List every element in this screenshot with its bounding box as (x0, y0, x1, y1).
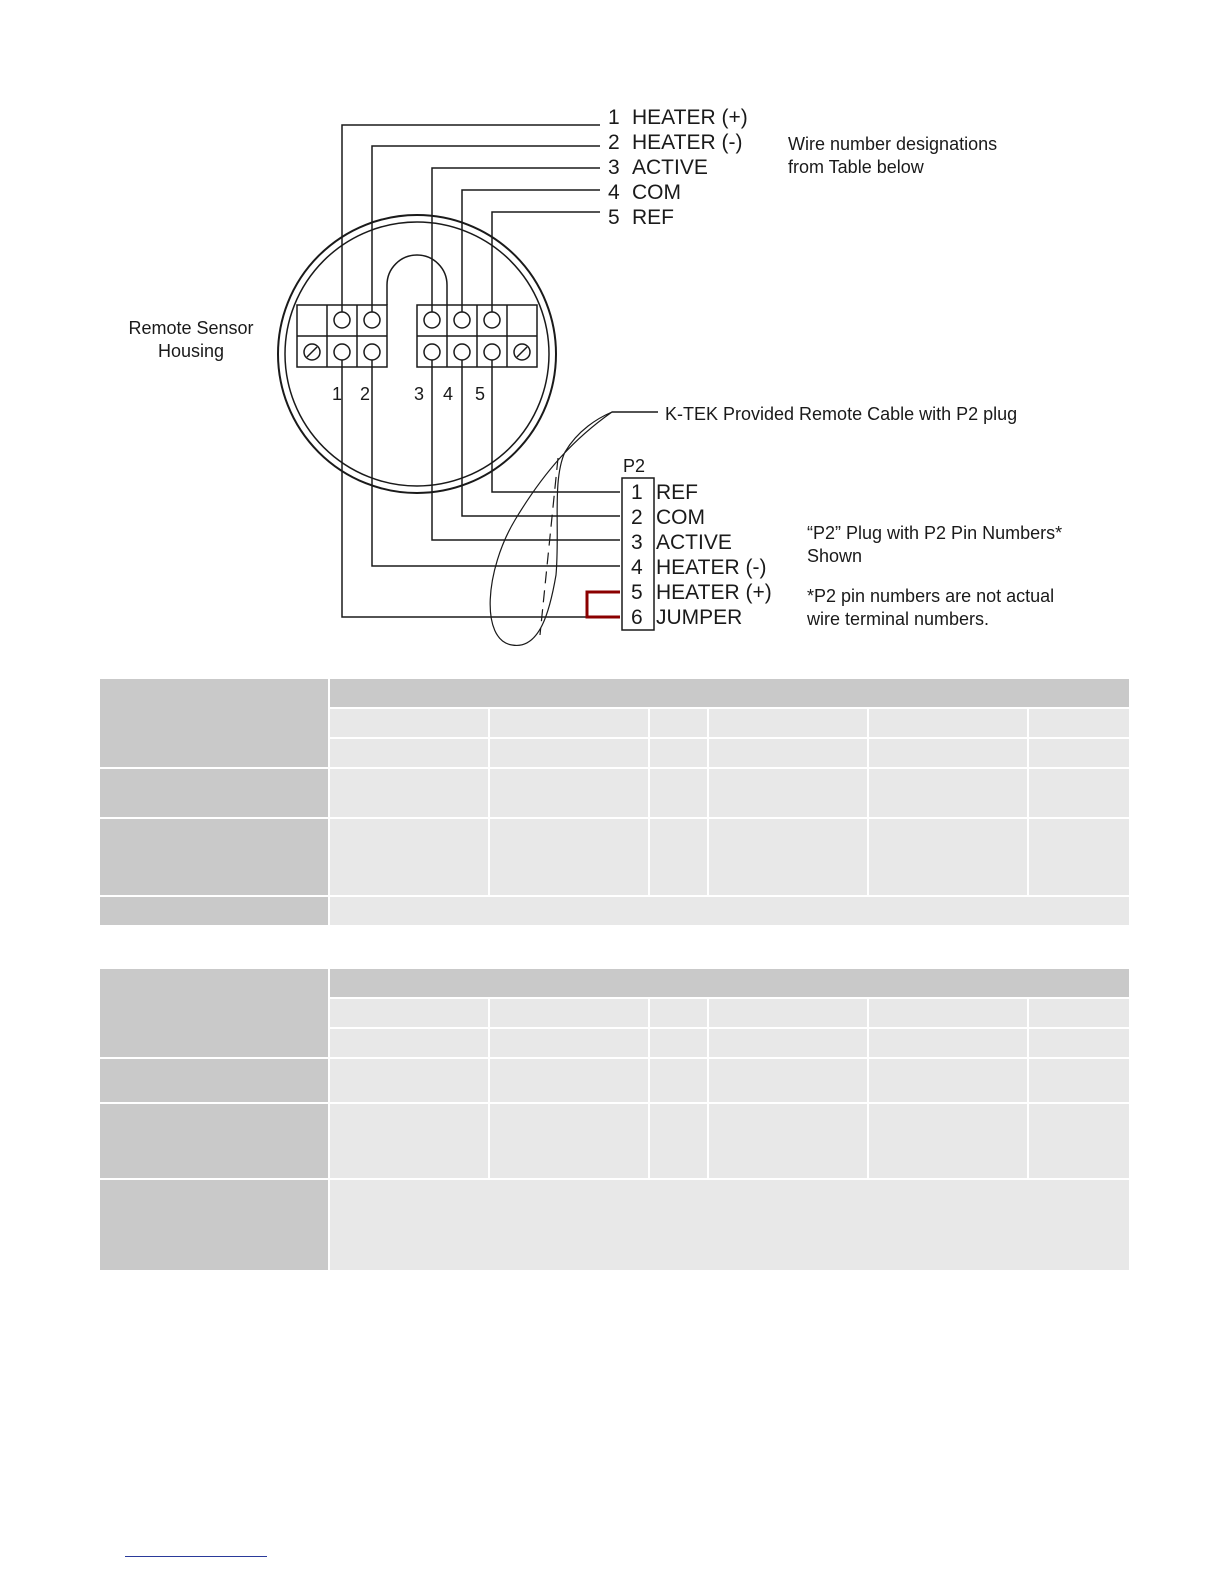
housing-label-line1: Remote Sensor (128, 318, 254, 338)
jumper-loop (387, 255, 447, 305)
table-cell (329, 1028, 489, 1058)
plug-pin-num: 2 (631, 506, 643, 529)
plug-pin-num: 4 (631, 556, 643, 579)
plug-pin-name: REF (656, 481, 698, 504)
table-cell (708, 1103, 868, 1179)
terminal-block (297, 305, 537, 367)
jumper-wire (587, 592, 620, 617)
table-cell (329, 738, 489, 768)
table-2-row-header (99, 968, 329, 1058)
wire-label-num: 3 (608, 156, 620, 179)
terminal-number: 4 (442, 384, 454, 404)
terminal-number: 2 (359, 384, 371, 404)
table-cell (649, 708, 708, 738)
wire-label-num: 2 (608, 131, 620, 154)
plug-pin-name: HEATER (-) (656, 556, 767, 579)
table-cell (708, 818, 868, 896)
table-cell (1028, 738, 1130, 768)
table-cell (329, 818, 489, 896)
table-cell (1028, 708, 1130, 738)
table-2-row-header (99, 1179, 329, 1271)
table-cell (489, 818, 649, 896)
plug-pin-name: HEATER (+) (656, 581, 772, 604)
plug-note-line2: Shown (807, 546, 863, 566)
wiring-table-1 (98, 677, 1131, 927)
table-cell (329, 768, 489, 818)
table-cell (649, 818, 708, 896)
table-cell (708, 708, 868, 738)
table-2-row-header (99, 1103, 329, 1179)
table-cell (708, 1058, 868, 1103)
table-cell (489, 1028, 649, 1058)
plug-pin-num: 3 (631, 531, 643, 554)
cable-label: K-TEK Provided Remote Cable with P2 plug (665, 404, 1018, 424)
cable-outline (490, 412, 612, 645)
table-cell (868, 738, 1028, 768)
table-2-row-header (99, 1058, 329, 1103)
table-cell (868, 768, 1028, 818)
table-cell (649, 738, 708, 768)
table-cell (489, 768, 649, 818)
plug-pin-num: 6 (631, 606, 643, 629)
terminal-number: 1 (331, 384, 343, 404)
wire-label-num: 1 (608, 106, 620, 129)
pin-note-line1: *P2 pin numbers are not actual (807, 586, 1055, 606)
table-cell (649, 768, 708, 818)
table-cell (708, 768, 868, 818)
table-cell (1028, 998, 1130, 1028)
top-wires (342, 125, 600, 312)
wire-label-name: REF (632, 206, 674, 229)
wire-label-num: 4 (608, 181, 620, 204)
plug-note-line1: “P2” Plug with P2 Pin Numbers* (807, 523, 1063, 543)
pin-note-line2: wire terminal numbers. (807, 609, 990, 629)
terminal-number: 5 (474, 384, 486, 404)
table-cell (329, 1058, 489, 1103)
table-cell (868, 708, 1028, 738)
table-cell (329, 708, 489, 738)
table-1-column-group-header (329, 678, 1130, 708)
wire-label-name: HEATER (+) (632, 106, 748, 129)
table-cell (329, 1179, 1130, 1271)
wire-label-name: ACTIVE (632, 156, 708, 179)
table-cell (329, 1103, 489, 1179)
wire-label-num: 5 (608, 206, 620, 229)
table-cell (1028, 1028, 1130, 1058)
wiring-diagram (0, 0, 1224, 670)
table-cell (868, 1103, 1028, 1179)
table-cell (708, 998, 868, 1028)
housing-label-line2: Housing (157, 341, 225, 361)
table-cell (489, 708, 649, 738)
table-cell (1028, 1103, 1130, 1179)
wire-note-line1: Wire number designations (788, 134, 998, 154)
table-cell (329, 896, 1130, 926)
plug-pin-name: ACTIVE (656, 531, 732, 554)
table-cell (708, 738, 868, 768)
table-cell (868, 1028, 1028, 1058)
table-cell (489, 1058, 649, 1103)
plug-pin-num: 5 (631, 581, 643, 604)
table-1-row-header (99, 768, 329, 818)
table-cell (868, 1058, 1028, 1103)
table-cell (649, 1103, 708, 1179)
table-cell (1028, 818, 1130, 896)
wire-label-name: HEATER (-) (632, 131, 743, 154)
wiring-table-2 (98, 967, 1131, 1272)
p2-label: P2 (623, 456, 646, 476)
table-2-column-group-header (329, 968, 1130, 998)
table-cell (708, 1028, 868, 1058)
plug-pin-name: COM (656, 506, 705, 529)
footer-link-underline (125, 1556, 267, 1557)
plug-pin-num: 1 (631, 481, 643, 504)
table-cell (1028, 1058, 1130, 1103)
wire-label-name: COM (632, 181, 681, 204)
table-cell (489, 738, 649, 768)
table-cell (649, 1028, 708, 1058)
table-cell (649, 998, 708, 1028)
table-1-row-header (99, 818, 329, 896)
table-cell (868, 998, 1028, 1028)
wire-note-line2: from Table below (788, 157, 924, 177)
table-1-row-header (99, 896, 329, 926)
table-cell (868, 818, 1028, 896)
table-cell (329, 998, 489, 1028)
plug-pin-name: JUMPER (656, 606, 743, 629)
table-1-row-header (99, 678, 329, 768)
table-cell (649, 1058, 708, 1103)
table-cell (489, 998, 649, 1028)
table-cell (1028, 768, 1130, 818)
table-cell (489, 1103, 649, 1179)
terminal-number: 3 (413, 384, 425, 404)
